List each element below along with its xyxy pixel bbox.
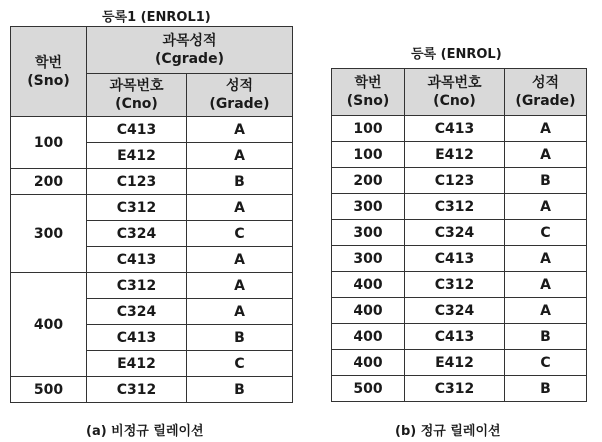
sno-cell: 400 [332,272,405,298]
sno-cell: 500 [332,376,405,402]
cno-cell: C312 [405,194,505,220]
table-row [11,377,293,403]
table-row [332,168,587,194]
sno-header: 학번 (Sno) [332,69,405,116]
sno-cell: 400 [332,324,405,350]
grade-cell: C [505,220,587,246]
left-caption: (a) 비정규 릴레이션 [86,424,204,439]
cno-cell: C312 [87,273,187,299]
grade-cell: A [505,272,587,298]
grade-cell: A [505,246,587,272]
grade-cell: A [187,117,293,143]
table-row [332,246,587,272]
table-row [332,116,587,142]
sno-cell: 300 [332,246,405,272]
cno-cell: C413 [405,324,505,350]
cno-cell: C413 [87,325,187,351]
table-row [11,117,293,143]
grade-cell: A [505,194,587,220]
cno-cell: C324 [87,299,187,325]
sno-cell: 200 [11,169,87,195]
unnormalized-relation-table [10,26,293,403]
cno-header: 과목번호 (Cno) [405,69,505,116]
grade-cell: A [187,143,293,169]
cno-cell: E412 [87,351,187,377]
cno-cell: C312 [405,376,505,402]
cno-cell: E412 [405,350,505,376]
cno-cell: C413 [87,117,187,143]
sno-cell: 200 [332,168,405,194]
grade-header: 성적 (Grade) [505,69,587,116]
sno-cell: 100 [11,117,87,169]
cno-cell: C312 [87,195,187,221]
cgrade-header: 과목성적 (Cgrade) [87,27,293,74]
cno-cell: C123 [405,168,505,194]
table-row [332,376,587,402]
cno-cell: E412 [87,143,187,169]
cno-cell: C324 [405,298,505,324]
cno-cell: C413 [405,246,505,272]
sno-header: 학번 (Sno) [11,27,87,117]
cno-cell: C123 [87,169,187,195]
grade-cell: C [187,221,293,247]
grade-cell: B [505,324,587,350]
grade-header: 성적 (Grade) [187,74,293,117]
table-row [332,194,587,220]
sno-cell: 500 [11,377,87,403]
cno-cell: C413 [405,116,505,142]
grade-cell: B [505,376,587,402]
grade-cell: A [505,142,587,168]
grade-cell: A [505,116,587,142]
cno-cell: C324 [87,221,187,247]
grade-cell: B [187,169,293,195]
sno-cell: 400 [332,298,405,324]
cno-header: 과목번호 (Cno) [87,74,187,117]
sno-cell: 100 [332,142,405,168]
cno-cell: C413 [87,247,187,273]
cno-cell: C324 [405,220,505,246]
table-row [332,298,587,324]
table-row [11,195,293,221]
sno-cell: 400 [11,273,87,377]
grade-cell: C [187,351,293,377]
table-row [11,273,293,299]
cno-cell: E412 [405,142,505,168]
sno-cell: 300 [332,194,405,220]
table-row [332,220,587,246]
cno-cell: C312 [405,272,505,298]
sno-cell: 100 [332,116,405,142]
sno-cell: 300 [11,195,87,273]
left-table-title: 등록1 (ENROL1) [102,10,211,25]
grade-cell: B [505,168,587,194]
normalized-relation-table [331,68,587,402]
grade-cell: A [187,247,293,273]
grade-cell: A [187,195,293,221]
table-row [332,350,587,376]
grade-cell: A [187,273,293,299]
grade-cell: A [505,298,587,324]
table-row [11,169,293,195]
cno-cell: C312 [87,377,187,403]
sno-cell: 300 [332,220,405,246]
grade-cell: B [187,377,293,403]
grade-cell: A [187,299,293,325]
grade-cell: C [505,350,587,376]
table-row [332,142,587,168]
grade-cell: B [187,325,293,351]
right-table-title: 등록 (ENROL) [411,47,502,62]
table-row [332,272,587,298]
right-caption: (b) 정규 릴레이션 [395,424,501,439]
sno-cell: 400 [332,350,405,376]
table-row [332,324,587,350]
